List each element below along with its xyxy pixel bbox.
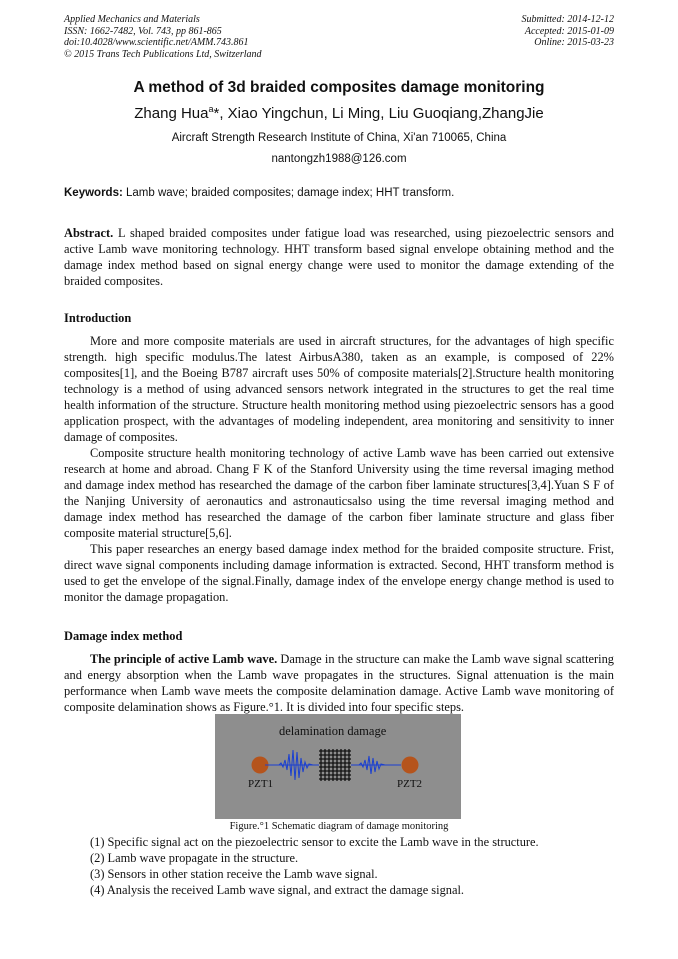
abstract-text: L shaped braided composites under fatigue load was researched, using piezoelectric sensors and active Lamb wave monitoring technology. HHT transform based signal envelope obtaining method and the damage index method based on signal energy change were used to monitor the damage extending of the braided composites. xyxy=(64,226,614,288)
keywords-text: Lamb wave; braided composites; damage index; HHT transform. xyxy=(122,187,455,199)
principle-text: Damage in the structure can make the Lamb wave signal scattering and energy absorption when the Lamb wave propagates in the structures. Signal attenuation is the main performance when Lamb wave meets the composite delamination damage. Active Lamb wave monitoring of composite delamination shows as Figure.°1. It is divided into four specific steps. xyxy=(64,652,615,714)
journal-copyright: © 2015 Trans Tech Publications Ltd, Switzerland xyxy=(64,48,262,60)
accepted-date: Accepted: 2015-01-09 xyxy=(524,25,614,37)
figure-caption: Figure.°1 Schematic diagram of damage monitoring xyxy=(229,821,449,832)
introduction-paragraph: Composite structure health monitoring technology of active Lamb wave has been carried out extensive research at home and abroad. Chang F K of the Stanford University using the time reversal imaging method and damage index method has researched the damage of the carbon fiber laminate structures[3,4].Yuan S F of the Nanjing University of aeronautics and astronauticsalso using the time reversal imaging method and damage index method has researched the damage of the carbon fiber laminate structure and glass fiber composite material structure[5,6]. xyxy=(64,446,614,540)
author-affiliation-mark: a xyxy=(208,104,214,114)
journal-info xyxy=(64,14,262,60)
list-item: (4) Analysis the received Lamb wave signal, and extract the damage signal. xyxy=(90,883,464,897)
list-item: (3) Sensors in other station receive the Lamb wave signal. xyxy=(90,867,378,881)
introduction-paragraph: This paper researches an energy based damage index method for the braided composite structure. Frist, direct wave signal components including damage information is extracted. Second, HHT transform method is used to get the envelope of the signal.Finally, damage index of the envelope energy change method is used to monitor the damage propagation. xyxy=(64,542,614,604)
first-author: Zhang Hua xyxy=(134,105,209,122)
abstract-label: Abstract. xyxy=(64,226,114,240)
step-list xyxy=(90,834,539,898)
submitted-date: Submitted: 2014-12-12 xyxy=(521,14,614,25)
principle-lead: The principle of active Lamb wave. xyxy=(90,652,278,666)
author-email: nantongzh1988@126.com xyxy=(271,153,407,165)
delamination-grid xyxy=(319,749,351,781)
introduction-paragraph: More and more composite materials are used in aircraft structures, for the advantages of high specific strength. high specific modulus.The latest AirbusA380, taken as an example, is composed of 22% composites[1], and the Boeing B787 aircraft uses 50% of composite materials[2].Structure health monitoring technology is a method of using advanced sensors network integrated in the structures to get the real time health information of the structure. Structure health monitoring method using piezoelectric sensors has a good application prospect, with the advantages of modeling independent, area monitoring and sensitivity to inner damage of composites. xyxy=(64,334,614,444)
keywords xyxy=(64,187,614,199)
journal-name: Applied Mechanics and Materials xyxy=(64,14,200,25)
damage-index-paragraph xyxy=(64,651,614,715)
journal-doi: doi:10.4028/www.scientific.net/AMM.743.861 xyxy=(64,37,249,48)
affiliation: Aircraft Strength Research Institute of China, Xi'an 710065, China xyxy=(171,132,507,144)
online-date: Online: 2015-03-23 xyxy=(534,37,614,48)
damage-index-heading: Damage index method xyxy=(64,629,183,643)
other-authors: *, Xiao Yingchun, Li Ming, Liu Guoqiang,ZhangJie xyxy=(213,105,544,122)
list-item: (2) Lamb wave propagate in the structure. xyxy=(90,851,299,865)
figure-damage-monitoring xyxy=(215,714,461,819)
introduction-heading: Introduction xyxy=(64,311,132,325)
paper-title: A method of 3d braided composites damage monitoring xyxy=(133,79,545,96)
pzt1-label: PZT1 xyxy=(248,778,274,790)
introduction-body xyxy=(64,333,614,605)
figure-title: delamination damage xyxy=(279,724,387,738)
damage-index-body xyxy=(64,651,614,715)
pzt2-sensor xyxy=(402,757,419,774)
submission-dates xyxy=(522,14,615,49)
figure-drawing xyxy=(215,714,461,819)
pzt2-label: PZT2 xyxy=(397,778,423,790)
abstract xyxy=(64,225,614,289)
keywords-label: Keywords: xyxy=(64,187,123,199)
author-list xyxy=(0,104,678,122)
journal-issn: ISSN: 1662-7482, Vol. 743, pp 861-865 xyxy=(64,25,222,37)
list-item: (1) Specific signal act on the piezoelectric sensor to excite the Lamb wave in the structure. xyxy=(90,835,539,849)
